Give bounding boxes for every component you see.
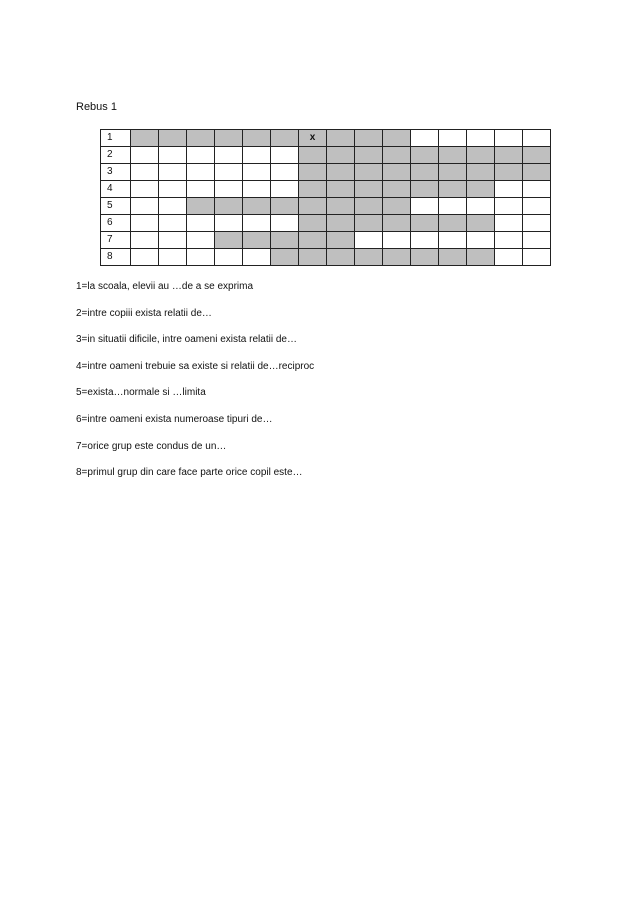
grid-row [101, 164, 551, 181]
grid-cell-blank [243, 164, 271, 181]
grid-cell-shaded [383, 198, 411, 215]
grid-cell-blank [495, 198, 523, 215]
grid-cell-shaded [355, 249, 383, 266]
grid-cell-shaded [327, 164, 355, 181]
grid-cell-blank [243, 215, 271, 232]
grid-cell-shaded [215, 130, 243, 147]
grid-row [101, 215, 551, 232]
grid-cell-shaded [355, 147, 383, 164]
grid-cell-blank [187, 249, 215, 266]
grid-cell-blank [187, 181, 215, 198]
grid-cell-shaded [467, 181, 495, 198]
grid-cell-shaded [299, 232, 327, 249]
grid-cell-shaded [243, 130, 271, 147]
grid-cell-shaded [495, 147, 523, 164]
grid-row [101, 249, 551, 266]
grid-row [101, 232, 551, 249]
row-number: 1 [101, 130, 131, 147]
grid-cell-shaded [411, 215, 439, 232]
grid-cell-shaded [271, 232, 299, 249]
grid-cell-blank [159, 215, 187, 232]
clue-item: 3=in situatii dificile, intre oameni exista relatii de… [76, 334, 297, 346]
grid-cell-shaded [411, 147, 439, 164]
grid-cell-blank [131, 198, 159, 215]
grid-cell-shaded [467, 164, 495, 181]
row-number: 2 [101, 147, 131, 164]
grid-cell-shaded [383, 164, 411, 181]
grid-cell-blank [159, 198, 187, 215]
grid-cell-shaded [299, 181, 327, 198]
grid-cell-blank [495, 130, 523, 147]
grid-cell-blank [523, 232, 551, 249]
grid-cell-blank [215, 147, 243, 164]
grid-cell-shaded [215, 232, 243, 249]
row-number: 6 [101, 215, 131, 232]
grid-row [101, 130, 551, 147]
grid-cell-blank [523, 198, 551, 215]
grid-cell-shaded [327, 181, 355, 198]
grid-cell-shaded [495, 164, 523, 181]
grid-cell-blank [243, 181, 271, 198]
grid-row [101, 181, 551, 198]
clue-item: 6=intre oameni exista numeroase tipuri de… [76, 413, 273, 425]
grid-cell-blank [243, 249, 271, 266]
grid-cell-shaded [411, 181, 439, 198]
grid-row [101, 147, 551, 164]
row-number: 7 [101, 232, 131, 249]
grid-cell-blank [159, 147, 187, 164]
grid-cell-blank [215, 249, 243, 266]
clue-item: 5=exista…normale si …limita [76, 387, 206, 399]
grid-cell-blank [355, 232, 383, 249]
grid-cell-blank [131, 215, 159, 232]
row-number: 4 [101, 181, 131, 198]
clue-item: 4=intre oameni trebuie sa existe si relatii de…reciproc [76, 360, 315, 372]
grid-cell-shaded [439, 215, 467, 232]
grid-cell-shaded [411, 249, 439, 266]
grid-cell-blank [187, 232, 215, 249]
grid-cell-blank [215, 181, 243, 198]
grid-cell-shaded [299, 249, 327, 266]
clue-item: 2=intre copiii exista relatii de… [76, 307, 212, 319]
grid-cell-shaded [355, 164, 383, 181]
grid-cell-shaded [439, 164, 467, 181]
grid-cell-blank [131, 232, 159, 249]
grid-cell-blank [159, 232, 187, 249]
grid-cell-blank [495, 249, 523, 266]
clue-item: 1=la scoala, elevii au …de a se exprima [76, 281, 254, 292]
grid-cell-shaded [355, 130, 383, 147]
row-number: 3 [101, 164, 131, 181]
grid-cell-shaded [467, 249, 495, 266]
grid-cell-blank [187, 215, 215, 232]
grid-cell-blank [215, 215, 243, 232]
grid-cell-shaded [467, 147, 495, 164]
grid-cell-shaded [467, 215, 495, 232]
grid-cell-shaded [411, 164, 439, 181]
grid-cell-blank [411, 232, 439, 249]
grid-cell-shaded [327, 215, 355, 232]
grid-cell-blank [467, 198, 495, 215]
grid-cell-blank [131, 164, 159, 181]
grid-cell-blank [131, 181, 159, 198]
grid-cell-blank [271, 181, 299, 198]
document-title: Rebus 1 [76, 101, 117, 113]
grid-cell-marked: x [299, 130, 327, 147]
grid-cell-shaded [243, 198, 271, 215]
grid-cell-shaded [439, 147, 467, 164]
grid-cell-shaded [523, 147, 551, 164]
grid-cell-shaded [383, 147, 411, 164]
grid-cell-shaded [383, 215, 411, 232]
grid-cell-shaded [299, 215, 327, 232]
grid-cell-blank [131, 249, 159, 266]
grid-cell-shaded [327, 249, 355, 266]
grid-cell-shaded [383, 181, 411, 198]
grid-cell-shaded [355, 198, 383, 215]
grid-cell-blank [131, 147, 159, 164]
grid-cell-shaded [271, 249, 299, 266]
grid-cell-shaded [187, 130, 215, 147]
grid-cell-shaded [187, 198, 215, 215]
grid-cell-blank [271, 164, 299, 181]
grid-cell-shaded [327, 130, 355, 147]
row-number: 5 [101, 198, 131, 215]
grid-cell-shaded [383, 130, 411, 147]
grid-cell-shaded [299, 198, 327, 215]
grid-cell-shaded [355, 181, 383, 198]
grid-cell-blank [271, 215, 299, 232]
grid-cell-shaded [327, 147, 355, 164]
grid-cell-blank [467, 130, 495, 147]
grid-cell-blank [439, 232, 467, 249]
grid-cell-blank [439, 198, 467, 215]
grid-cell-shaded [523, 164, 551, 181]
grid-cell-blank [495, 215, 523, 232]
grid-cell-blank [439, 130, 467, 147]
grid-cell-shaded [215, 198, 243, 215]
grid-cell-shaded [299, 147, 327, 164]
grid-cell-shaded [271, 198, 299, 215]
grid-cell-blank [495, 181, 523, 198]
rebus-grid [100, 129, 551, 266]
grid-cell-shaded [327, 232, 355, 249]
grid-cell-blank [523, 130, 551, 147]
grid-cell-blank [523, 181, 551, 198]
grid-cell-shaded [439, 181, 467, 198]
grid-cell-blank [159, 249, 187, 266]
grid-cell-shaded [439, 249, 467, 266]
grid-cell-blank [243, 147, 271, 164]
grid-cell-blank [159, 181, 187, 198]
grid-cell-blank [411, 130, 439, 147]
grid-cell-blank [467, 232, 495, 249]
grid-cell-shaded [159, 130, 187, 147]
grid-cell-blank [187, 164, 215, 181]
grid-cell-blank [383, 232, 411, 249]
grid-cell-blank [159, 164, 187, 181]
grid-cell-blank [523, 249, 551, 266]
grid-cell-shaded [383, 249, 411, 266]
grid-cell-shaded [355, 215, 383, 232]
clue-item: 7=orice grup este condus de un… [76, 440, 227, 452]
grid-cell-shaded [243, 232, 271, 249]
grid-cell-shaded [271, 130, 299, 147]
grid-cell-blank [187, 147, 215, 164]
row-number: 8 [101, 249, 131, 266]
clue-list [76, 280, 314, 493]
grid-cell-blank [523, 215, 551, 232]
grid-cell-blank [495, 232, 523, 249]
grid-cell-shaded [131, 130, 159, 147]
grid-cell-blank [411, 198, 439, 215]
clue-item: 8=primul grup din care face parte orice copil este… [76, 467, 303, 479]
grid-cell-blank [215, 164, 243, 181]
grid-cell-shaded [327, 198, 355, 215]
grid-cell-blank [271, 147, 299, 164]
grid-cell-shaded [299, 164, 327, 181]
grid-row [101, 198, 551, 215]
